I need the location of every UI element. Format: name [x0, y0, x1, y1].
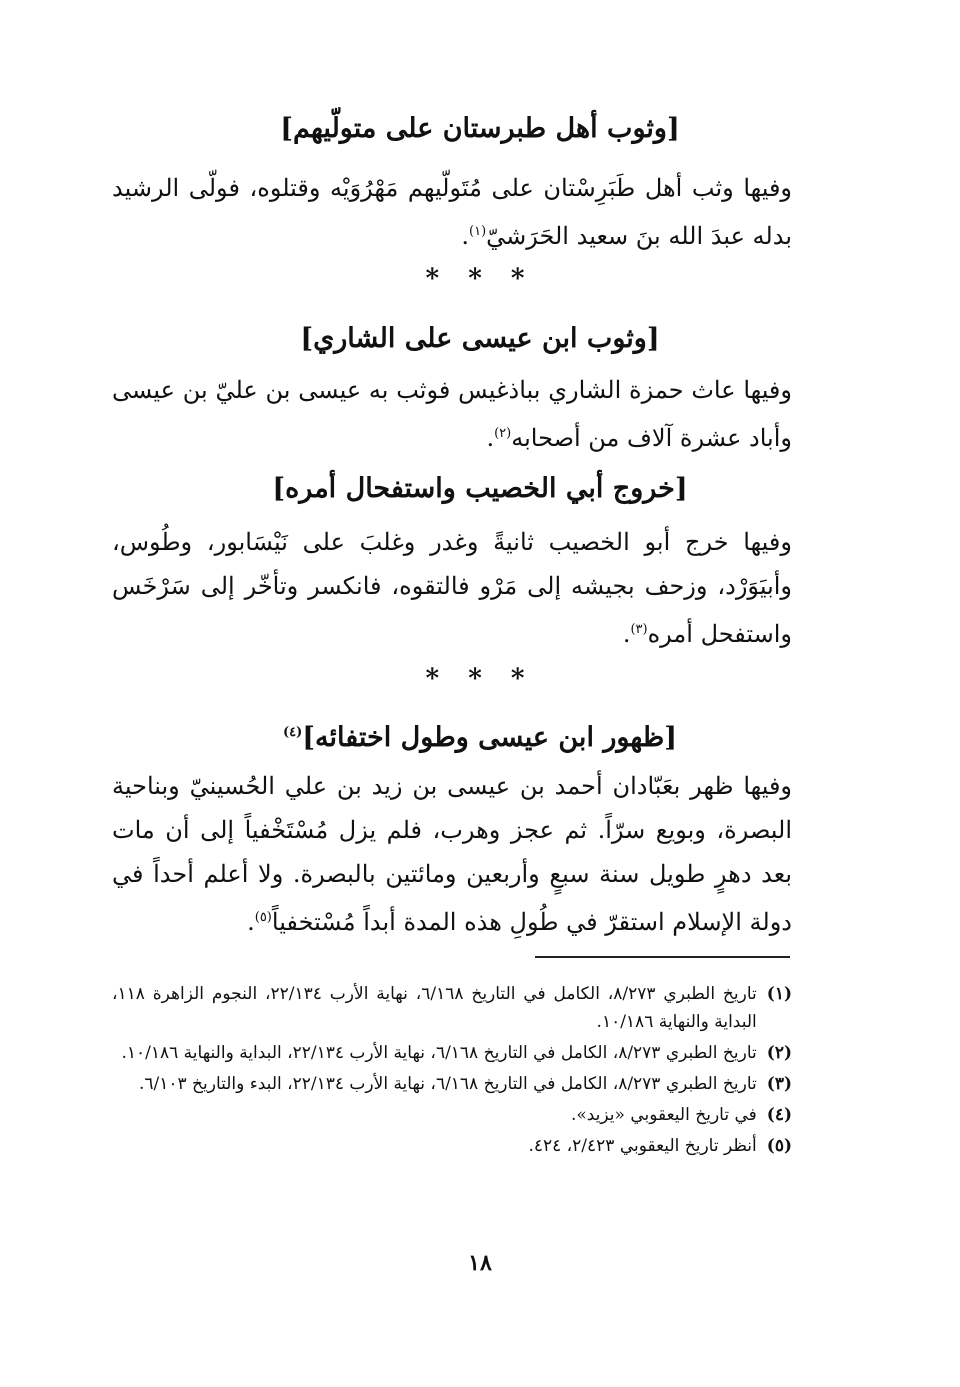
footnote-2-number: (٢): [766, 1043, 792, 1063]
footnote-5-text: أنظر تاريخ اليعقوبي ٢/٤٢٣، ٤٢٤.: [528, 1136, 757, 1156]
paragraph-1-end: .: [461, 222, 469, 250]
footnote-1: [112, 980, 792, 1036]
footnote-ref-5: (٥): [254, 910, 272, 925]
footnote-5: [112, 1132, 792, 1160]
paragraph-3-text: وفيها خرج أبو الخصيب ثانيةً وغدر وغلبَ على نَيْسَابور، وطُوس، وأبيَوَرْد، وزحف بجيشه إلى مَرْو فالتقوه، فانكسر وتأخّر إلى سَرْخَس واستفحل أمره: [112, 528, 792, 648]
page-number: ١٨: [468, 1250, 492, 1276]
section-paragraph-1: [112, 166, 792, 258]
footnote-4-text: في تاريخ اليعقوبي «يزيد».: [570, 1105, 757, 1125]
footnote-ref-2: (٢): [494, 426, 512, 441]
section-heading-4: [0, 716, 960, 755]
section-heading-4-text: [ظهور ابن عيسى وطول اختفائه]: [302, 722, 678, 753]
section-separator-2: * * *: [425, 664, 535, 694]
section-heading-1: [0, 112, 960, 146]
section-heading-3: [0, 472, 960, 506]
footnote-4: [112, 1101, 792, 1129]
footnote-5-number: (٥): [766, 1136, 792, 1156]
footnote-3: [112, 1070, 792, 1098]
footnote-divider: [535, 956, 790, 958]
footnote-3-number: (٣): [766, 1074, 792, 1094]
section-paragraph-2: [112, 368, 792, 460]
footnote-ref-4: (٤): [282, 725, 303, 740]
section-heading-2-text: [وثوب ابن عيسى على الشاري]: [300, 323, 660, 354]
paragraph-4-end: .: [247, 908, 255, 936]
section-heading-3-text: [خروج أبي الخصيب واستفحال أمره]: [272, 473, 688, 504]
footnote-3-text: تاريخ الطبري ٨/٢٧٣، الكامل في التاريخ ٦/١٦٨، نهاية الأرب ٢٢/١٣٤، البدء والتاريخ ٦/١٠٣.: [138, 1074, 757, 1094]
footnote-2-text: تاريخ الطبري ٨/٢٧٣، الكامل في التاريخ ٦/١٦٨، نهاية الأرب ٢٢/١٣٤، البداية والنهاية ١٠/١٨٦.: [121, 1043, 757, 1063]
footnote-2: [112, 1039, 792, 1067]
section-heading-2: [0, 322, 960, 356]
footnote-4-number: (٤): [766, 1105, 792, 1125]
footnote-1-number: (١): [766, 984, 792, 1004]
paragraph-4-text: وفيها ظهر بعَبّادان أحمد بن عيسى بن زيد بن علي الحُسينيّ وبناحية البصرة، وبويع سرّاً. ثم عجز وهرب، فلم يزل مُسْتَخْفياً إلى أن مات بعد دهرٍ طويل سنة سبعٍ وأربعين ومائتين بالبصرة. ولا أعلم أحداً في دولة الإسلام استقرّ في طُولِ هذه المدة أبداً مُسْتخفياً: [112, 772, 792, 936]
section-separator-1: * * *: [425, 264, 535, 294]
section-paragraph-3: [112, 520, 792, 656]
paragraph-3-end: .: [622, 620, 631, 648]
section-paragraph-4: [112, 764, 792, 944]
paragraph-1-text: وفيها وثب أهل طَبَرِسْتان على مُتَولّيهم مَهْرُوَيْه وقتلوه، فولّى الرشيد بدله عبدَ الله بنَ سعيد الحَرَشيّ: [112, 174, 793, 250]
paragraph-2-end: .: [486, 424, 495, 452]
footnote-ref-1: (١): [469, 224, 487, 239]
footnote-ref-3: (٣): [630, 622, 648, 637]
paragraph-2-text: وفيها عاث حمزة الشاري بباذغيس فوثب به عيسى بن عليّ بن عيسى وأباد عشرة آلاف من أصحابه: [112, 376, 792, 452]
section-heading-1-text: [وثوب أهل طبرستان على متولّيهم]: [280, 113, 680, 144]
footnote-1-text: تاريخ الطبري ٨/٢٧٣، الكامل في التاريخ ٦/١٦٨، نهاية الأرب ٢٢/١٣٤، النجوم الزاهرة ١١٨، البداية والنهاية ١٠/١٨٦.: [112, 984, 757, 1032]
footnotes: [112, 980, 792, 1163]
